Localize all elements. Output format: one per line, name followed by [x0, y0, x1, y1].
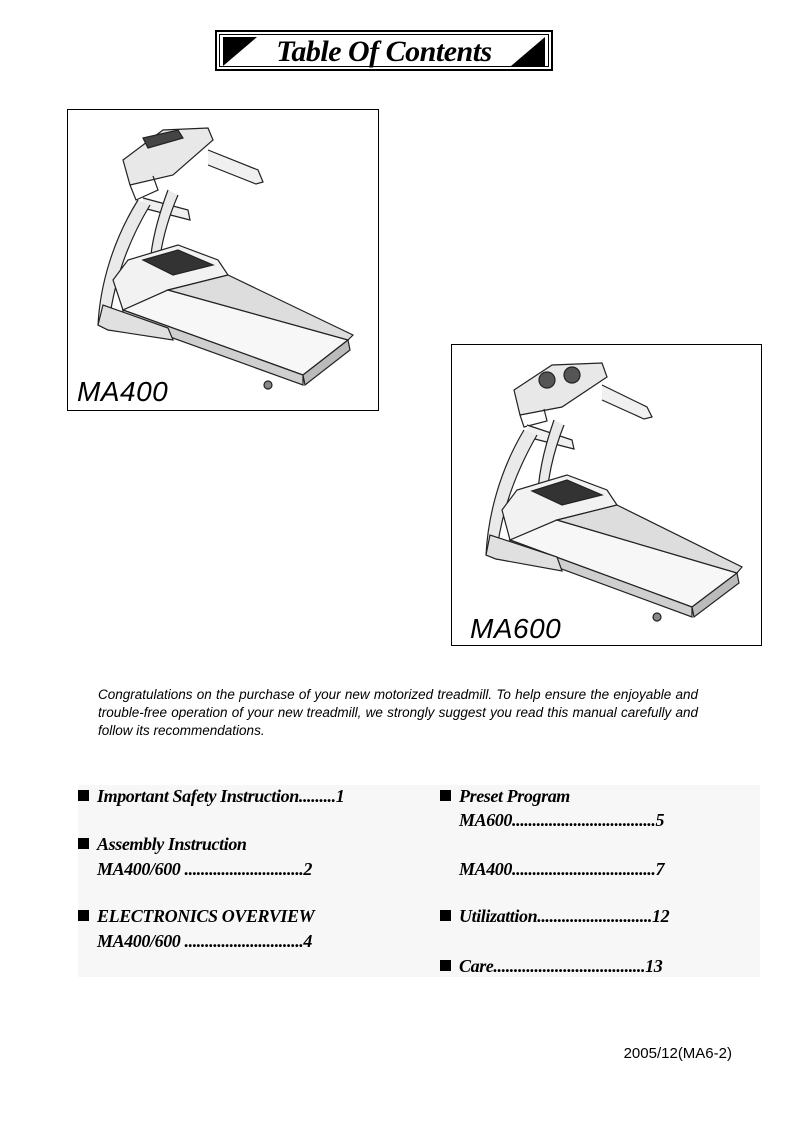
toc-entry-care[interactable]	[440, 956, 662, 977]
bullet-icon	[440, 910, 451, 921]
ma400-figure	[67, 109, 379, 411]
title-banner	[215, 30, 553, 71]
toc-entry-title: Important Safety Instruction.........1	[97, 786, 345, 806]
document-code: 2005/12(MA6-2)	[623, 1045, 732, 1062]
toc-entry-title: ELECTRONICS OVERVIEW	[97, 906, 315, 926]
toc-entry-preset[interactable]	[440, 786, 570, 807]
toc-entry-title: Care.....................................13	[459, 956, 663, 976]
ma600-treadmill-illustration	[452, 345, 761, 645]
toc-entry-electronics[interactable]	[78, 906, 314, 927]
page-title: Table Of Contents	[276, 35, 492, 68]
toc-entry-assembly[interactable]	[78, 834, 247, 855]
toc-entry-utilization[interactable]	[440, 906, 669, 927]
toc-entry-title: Assembly Instruction	[97, 834, 247, 854]
toc-entry-title: Utilizattion............................12	[459, 906, 670, 926]
ma600-figure	[451, 344, 762, 646]
ma400-treadmill-illustration	[68, 110, 378, 410]
bullet-icon	[78, 790, 89, 801]
bullet-icon	[78, 838, 89, 849]
toc-entry-sub: MA400/600 .............................2	[97, 859, 313, 879]
toc-entry-sub: MA400/600 .............................4	[97, 931, 313, 951]
toc-entry-sub: MA400...................................7	[459, 859, 665, 879]
toc-entry-title: Preset Program	[459, 786, 570, 806]
toc-entry-electronics-sub[interactable]	[97, 931, 312, 952]
ma600-label: MA600	[470, 613, 562, 644]
toc-entry-preset-ma400[interactable]	[459, 859, 664, 880]
toc-entry-preset-ma600[interactable]	[459, 810, 664, 831]
bullet-icon	[440, 790, 451, 801]
intro-paragraph: Congratulations on the purchase of your new motorized treadmill. To help ensure the enjoyable and trouble-free operation of your new treadmill, we strongly suggest you read this manual carefully and follow its recommendations.	[98, 687, 698, 738]
toc-entry-sub: MA600...................................5	[459, 810, 665, 830]
toc-entry-assembly-sub[interactable]	[97, 859, 312, 880]
bullet-icon	[440, 960, 451, 971]
bullet-icon	[78, 910, 89, 921]
toc-entry-safety[interactable]	[78, 786, 344, 807]
ma400-label: MA400	[77, 376, 169, 407]
